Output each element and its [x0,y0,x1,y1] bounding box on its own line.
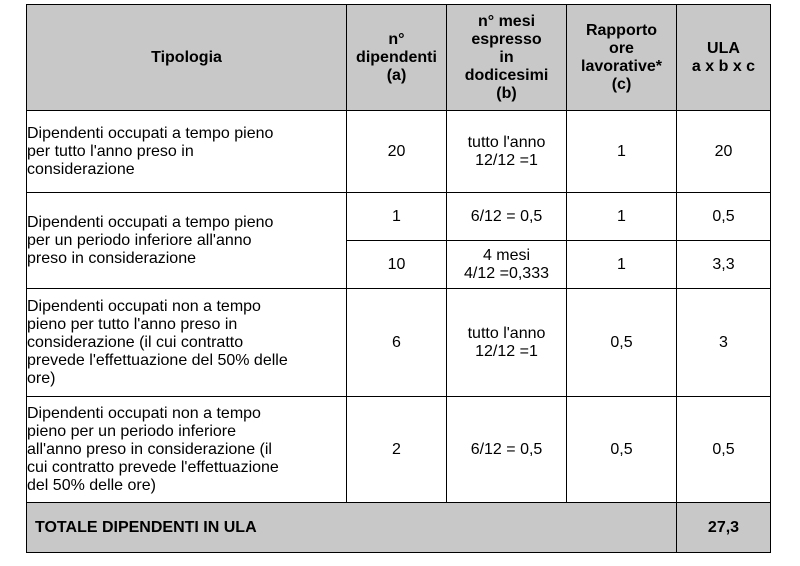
cell-ula: 3 [677,289,771,397]
header-rapporto: Rapporto ore lavorative* (c) [567,5,677,111]
header-tipologia: Tipologia [27,5,347,111]
cell-dipendenti: 2 [347,397,447,503]
cell-dipendenti: 20 [347,111,447,193]
cell-ula: 0,5 [677,193,771,241]
cell-mesi: tutto l'anno 12/12 =1 [447,111,567,193]
cell-dipendenti: 1 [347,193,447,241]
header-dipendenti: n° dipendenti (a) [347,5,447,111]
cell-rapporto: 1 [567,241,677,289]
row-description: Dipendenti occupati a tempo pieno per tutto l'anno preso in considerazione [27,111,347,193]
row-description: Dipendenti occupati a tempo pieno per un periodo inferiore all'anno preso in considerazione [27,193,347,289]
row-description: Dipendenti occupati non a tempo pieno per tutto l'anno preso in considerazione (il cui contratto prevede l'effettuazione del 50% delle ore) [27,289,347,397]
table-row [27,397,771,503]
cell-mesi: tutto l'anno 12/12 =1 [447,289,567,397]
cell-ula: 0,5 [677,397,771,503]
cell-mesi: 4 mesi 4/12 =0,333 [447,241,567,289]
cell-mesi: 6/12 = 0,5 [447,397,567,503]
total-value: 27,3 [677,503,771,553]
ula-table [26,4,771,553]
cell-ula: 20 [677,111,771,193]
table-row [27,193,771,241]
cell-mesi: 6/12 = 0,5 [447,193,567,241]
cell-dipendenti: 6 [347,289,447,397]
cell-ula: 3,3 [677,241,771,289]
cell-dipendenti: 10 [347,241,447,289]
total-row [27,503,771,553]
table-row [27,111,771,193]
cell-rapporto: 1 [567,193,677,241]
header-row [27,5,771,111]
row-description: Dipendenti occupati non a tempo pieno per un periodo inferiore all'anno preso in considerazione (il cui contratto prevede l'effettuazione del 50% delle ore) [27,397,347,503]
header-mesi: n° mesi espresso in dodicesimi (b) [447,5,567,111]
cell-rapporto: 1 [567,111,677,193]
cell-rapporto: 0,5 [567,397,677,503]
table-row [27,289,771,397]
cell-rapporto: 0,5 [567,289,677,397]
total-label: TOTALE DIPENDENTI IN ULA [27,503,677,553]
header-ula: ULA a x b x c [677,5,771,111]
